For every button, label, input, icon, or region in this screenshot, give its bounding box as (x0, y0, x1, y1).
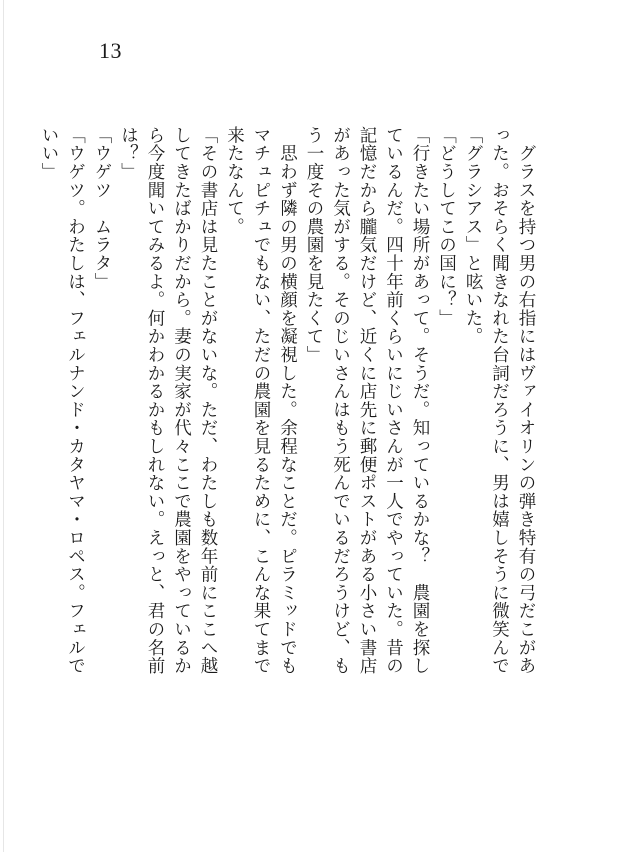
paragraph-narration-2: 思わず隣の男の横顔を凝視した。余程なことだ。ピラミッドでもマチュピチュでもない、ただの農園を見るために、こんな果てまで来たなんて。 (224, 126, 298, 675)
paragraph-dialogue-3: 「その書店は見たことがないな。ただ、わたしも数年前にここへ越してきたばかりだから。妻の実家が代々ここで農園をやっているから今度聞いてみるよ。何かわかるかもしれない。えっと、君の名前は？」 (118, 126, 218, 675)
paragraph-dialogue-5: 「ウゲツ。わたしは、フェルナンド・カタヤマ・ロペス。フェルでいい」 (39, 126, 86, 675)
paragraph-dialogue-2: 「行きたい場所があって。そうだ。知っているかな？ 農園を探しているんだ。四十年前くらいにじいさんが一人でやっていた。昔の記憶だから朧気だけど、近くに店先に郵便ポストがある小さい書店があった気がする。そのじいさんはもう死んでいるだろうけど、もう一度その農園を見たくて」 (304, 126, 430, 675)
paragraph-narration-1: グラスを持つ男の右指にはヴァイオリンの弾き特有の弓だこがあった。おそらく聞きなれた台詞だろうに、男は嬉しそうに微笑んで「グラシアス」と呟いた。 (463, 126, 536, 675)
page-number: 13 (99, 38, 122, 63)
paragraph-dialogue-1: 「どうしてこの国に？」 (436, 126, 457, 328)
paragraph-dialogue-4: 「ウゲツ ムラタ」 (92, 126, 112, 291)
vertical-body-text (36, 126, 540, 686)
page-edge-line (3, 0, 4, 852)
